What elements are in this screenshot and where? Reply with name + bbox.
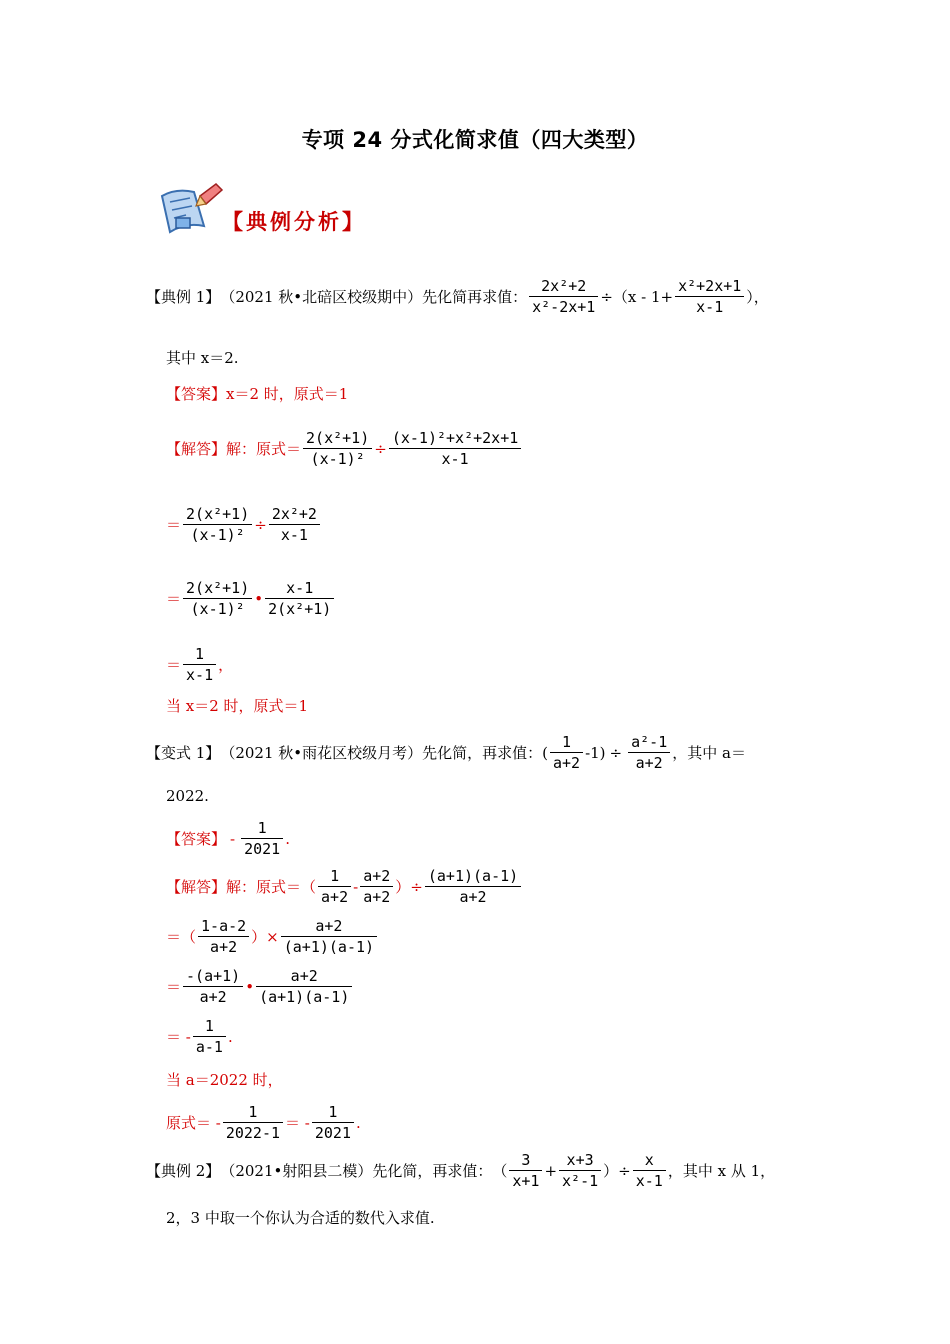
example-1-solution-step-3 bbox=[166, 578, 336, 619]
paren: ( bbox=[542, 743, 548, 762]
example-2-header bbox=[146, 1150, 775, 1191]
minus: - bbox=[353, 877, 359, 896]
equals: ＝ bbox=[166, 655, 182, 674]
tail: . bbox=[356, 1113, 361, 1132]
equals: ＝ bbox=[166, 977, 182, 996]
solution-label: 【解答】 bbox=[166, 439, 227, 458]
example-1-header bbox=[146, 276, 769, 317]
minus: -1) bbox=[585, 743, 606, 762]
example-1-label: 【典例 1】 bbox=[146, 287, 221, 306]
fraction: $\frac{1}{a+2}$ bbox=[550, 732, 583, 773]
variant-1-condition-end: 2022. bbox=[166, 787, 209, 805]
condition: ，其中 x 从 1， bbox=[667, 1161, 776, 1180]
minus-sign: - bbox=[230, 829, 236, 848]
variant-1-solution-step-2 bbox=[166, 916, 379, 957]
tail: . bbox=[285, 829, 290, 848]
operator: ）× bbox=[251, 927, 279, 946]
fraction: $\frac{x}{x-1}$ bbox=[633, 1150, 666, 1191]
solution-intro: 解：原式＝ bbox=[226, 439, 302, 458]
solution-intro: 解：原式＝（ bbox=[226, 877, 317, 896]
section-badge-label: 【典例分析】 bbox=[222, 209, 366, 234]
page-title: 专项 24 分式化简求值（四大类型） bbox=[301, 128, 649, 152]
example-1-solution-step-1 bbox=[166, 428, 523, 469]
example-2-source: （2021•射阳县二模）先化简，再求值： bbox=[220, 1161, 493, 1180]
equals: ＝ bbox=[166, 589, 182, 608]
fraction: $\frac{x+3}{\text{x²-1}}$ bbox=[559, 1150, 601, 1191]
answer-label: 【答案】 bbox=[166, 829, 227, 848]
paper-pencil-icon bbox=[156, 182, 226, 244]
paren: （ bbox=[492, 1161, 508, 1180]
fraction: $\frac{a+2}{(a+1)(a-1)}$ bbox=[256, 966, 352, 1007]
fraction: $\frac{1}{a+2}$ bbox=[318, 866, 351, 907]
fraction: $\frac{(a+1)(a-1)}{a+2}$ bbox=[425, 866, 521, 907]
fraction: $\frac{\text{2(x²+1)}}{\text{(x-1)²}}$ bbox=[303, 428, 372, 469]
fraction: $\frac{\text{2(x²+1)}}{\text{(x-1)²}}$ bbox=[183, 578, 252, 619]
fraction: $\frac{1}{a-1}$ bbox=[193, 1016, 226, 1057]
operator: • bbox=[254, 589, 264, 608]
example-1-source: （2021 秋•北碚区校级期中）先化简再求值： bbox=[220, 287, 528, 306]
equals: ＝ - bbox=[285, 1113, 310, 1132]
equals: ＝ bbox=[166, 515, 182, 534]
section-badge bbox=[156, 182, 376, 244]
fraction: $\frac{1-a-2}{a+2}$ bbox=[198, 916, 249, 957]
example-1-solution-step-2 bbox=[166, 504, 322, 545]
fraction: $\frac{1}{2022-1}$ bbox=[223, 1102, 283, 1143]
variant-1-when: 当 a＝2022 时， bbox=[166, 1071, 283, 1089]
variant-1-solution-step-3 bbox=[166, 966, 354, 1007]
operator: ÷ bbox=[254, 515, 267, 534]
operator: ）÷ bbox=[603, 1161, 631, 1180]
example-1-tail: ）， bbox=[746, 287, 769, 306]
example-1-final: 当 x＝2 时，原式＝1 bbox=[166, 697, 309, 715]
fraction: $\frac{a+2}{a+2}$ bbox=[360, 866, 393, 907]
tail: ， bbox=[218, 655, 234, 674]
variant-1-source: （2021 秋•雨花区校级月考）先化简，再求值： bbox=[220, 743, 543, 762]
fraction: $\frac{\text{a²-1}}{a+2}$ bbox=[628, 732, 670, 773]
variant-1-answer bbox=[166, 818, 290, 859]
example-1-solution-step-4 bbox=[166, 644, 233, 685]
example-1-fraction-1: $\frac{\text{2x²+2}}{\text{x²-2x+1}}$ bbox=[529, 276, 598, 317]
operator: ）÷ bbox=[395, 877, 423, 896]
example-1-divide: ÷（x - 1+ bbox=[600, 287, 674, 306]
operator: • bbox=[245, 977, 255, 996]
fraction: $\frac{\text{2(x²+1)}}{\text{(x-1)²}}$ bbox=[183, 504, 252, 545]
plus: + bbox=[544, 1161, 558, 1180]
example-1-condition: 其中 x＝2. bbox=[166, 349, 239, 367]
variant-1-solution-step-1 bbox=[166, 866, 523, 907]
fraction: $\frac{-(a+1)}{a+2}$ bbox=[183, 966, 243, 1007]
fraction: $\frac{\text{2x²+2}}{x-1}$ bbox=[269, 504, 320, 545]
condition: ，其中 a＝ bbox=[672, 743, 746, 762]
fraction: $\frac{3}{x+1}$ bbox=[509, 1150, 542, 1191]
fraction: $\frac{x-1}{\text{2(x²+1)}}$ bbox=[265, 578, 334, 619]
equals: ＝ - bbox=[166, 1027, 191, 1046]
solution-label: 【解答】 bbox=[166, 877, 227, 896]
final-intro: 原式＝ - bbox=[166, 1113, 221, 1132]
fraction: $\frac{1}{2021}$ bbox=[312, 1102, 354, 1143]
variant-1-final bbox=[166, 1102, 361, 1143]
fraction: $\frac{1}{x-1}$ bbox=[183, 644, 216, 685]
example-2-condition-end: 2，3 中取一个你认为合适的数代入求值. bbox=[166, 1209, 435, 1227]
fraction: $\frac{a+2}{(a+1)(a-1)}$ bbox=[281, 916, 377, 957]
equals: ＝（ bbox=[166, 927, 197, 946]
variant-1-label: 【变式 1】 bbox=[146, 743, 221, 762]
example-1-fraction-2: $\frac{\text{x²+2x+1}}{x-1}$ bbox=[675, 276, 744, 317]
tail: . bbox=[227, 1027, 233, 1046]
operator: ÷ bbox=[374, 439, 387, 458]
operator: ÷ bbox=[609, 743, 623, 762]
fraction: $\frac{1}{2021}$ bbox=[241, 818, 283, 859]
answer-label: 【答案】 bbox=[166, 385, 227, 403]
answer-text: x＝2 时，原式＝1 bbox=[226, 385, 349, 403]
example-1-answer bbox=[166, 384, 348, 404]
variant-1-solution-step-4 bbox=[166, 1016, 233, 1057]
fraction: $\frac{\text{(x-1)²+x²+2x+1}}{x-1}$ bbox=[389, 428, 521, 469]
variant-1-header bbox=[146, 732, 746, 773]
example-2-label: 【典例 2】 bbox=[146, 1161, 221, 1180]
